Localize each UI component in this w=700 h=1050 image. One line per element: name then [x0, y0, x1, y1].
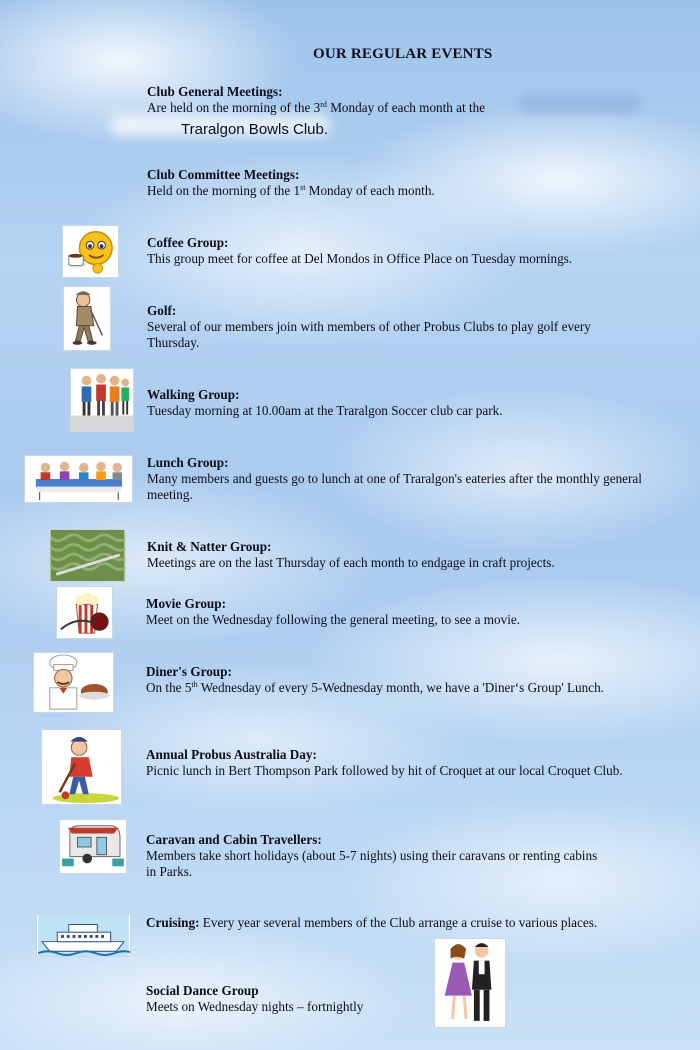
coffee-smiley-icon — [62, 225, 119, 278]
meeting-venue: Traralgon Bowls Club. — [181, 121, 329, 138]
event-heading: Club General Meetings: — [147, 84, 283, 99]
event-movie-group — [146, 596, 626, 628]
event-heading: Caravan and Cabin Travellers: — [146, 832, 322, 847]
event-text: Are held on the morning of the 3rd Monday of each month at the — [147, 100, 486, 115]
event-heading: Movie Group: — [146, 596, 226, 611]
event-diners-group — [146, 664, 616, 696]
event-text: Tuesday morning at 10.00am at the Traralgon Soccer club car park. — [147, 403, 503, 418]
event-walking-group — [147, 387, 627, 419]
dancing-couple-icon — [434, 938, 506, 1028]
event-text: Meet on the Wednesday following the general meeting, to see a movie. — [146, 612, 521, 627]
event-lunch-group — [147, 455, 642, 503]
golfer-icon — [63, 286, 111, 351]
event-text: Cruising: Every year several members of the Club arrange a cruise to various places. — [146, 915, 598, 930]
walkers-icon — [70, 368, 134, 432]
event-heading: Golf: — [147, 303, 177, 318]
event-heading: Club Committee Meetings: — [147, 167, 300, 182]
knitting-icon — [49, 529, 126, 582]
event-probus-australia-day — [146, 747, 626, 779]
event-coffee-group — [147, 235, 627, 267]
event-text: Meetings are on the last Thursday of each month to endgage in craft projects. — [147, 555, 555, 570]
page-title: OUR REGULAR EVENTS — [313, 46, 493, 62]
event-text: Several of our members join with members of other Probus Clubs to play golf every Thursday. — [147, 319, 591, 350]
event-caravan-cabin — [146, 832, 606, 880]
event-text: This group meet for coffee at Del Mondos in Office Place on Tuesday mornings. — [147, 251, 573, 266]
chef-icon — [33, 652, 114, 713]
event-text: Many members and guests go to lunch at one of Traralgon's eateries after the monthly general meeting. — [147, 471, 642, 502]
event-golf — [147, 303, 637, 351]
event-cruising — [146, 915, 606, 931]
event-knit-natter — [147, 539, 627, 571]
event-heading: Diner's Group: — [146, 664, 232, 679]
event-text: Picnic lunch in Bert Thompson Park followed by hit of Croquet at our local Croquet Club. — [146, 763, 623, 778]
event-heading: Cruising: — [146, 915, 200, 930]
croquet-player-icon — [41, 729, 122, 805]
event-text: Held on the morning of the 1st Monday of each month. — [147, 183, 435, 198]
event-text: On the 5th Wednesday of every 5-Wednesday month, we have a 'Diner‘s Group' Lunch. — [146, 680, 604, 695]
event-heading: Knit & Natter Group: — [147, 539, 272, 554]
event-heading: Annual Probus Australia Day: — [146, 747, 317, 762]
event-heading: Walking Group: — [147, 387, 240, 402]
event-heading: Coffee Group: — [147, 235, 229, 250]
lunch-table-icon — [24, 455, 133, 503]
caravan-icon — [59, 819, 127, 874]
event-heading: Lunch Group: — [147, 455, 229, 470]
event-social-dance — [146, 983, 446, 1015]
event-general-meetings — [147, 84, 587, 116]
event-heading: Social Dance Group — [146, 983, 259, 998]
event-text: Meets on Wednesday nights – fortnightly — [146, 999, 364, 1014]
cruise-ship-icon — [36, 914, 131, 957]
event-text: Members take short holidays (about 5-7 nights) using their caravans or renting cabins in Parks. — [146, 848, 598, 879]
popcorn-film-icon — [56, 586, 113, 639]
event-committee-meetings — [147, 167, 627, 199]
